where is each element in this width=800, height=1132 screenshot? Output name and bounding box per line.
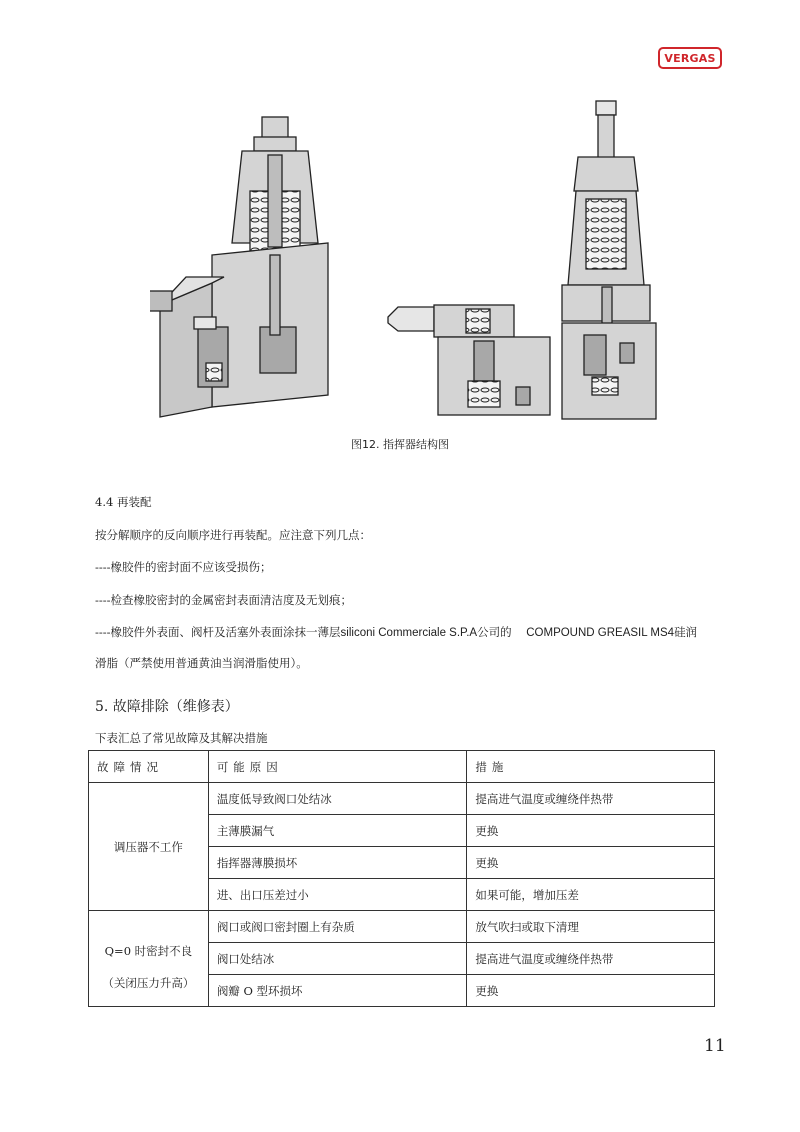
condition-regulator-not-working: 调压器不工作 [89, 783, 209, 911]
section-4-4-heading: 4.4 再装配 [95, 495, 152, 509]
action-cell: 提高进气温度或缠绕伴热带 [467, 783, 715, 815]
cause-cell: 温度低导致阀口处结冰 [208, 783, 467, 815]
condition-line-1: Q=0 时密封不良 [104, 943, 193, 958]
action-cell: 更换 [467, 975, 715, 1007]
cause-cell: 阀口或阀口密封圈上有杂质 [208, 911, 467, 943]
condition-line-2: （关闭压力升高） [102, 975, 195, 990]
action-cell: 更换 [467, 847, 715, 879]
column-header-condition: 故障情况 [89, 751, 209, 783]
page-number: 11 [704, 1036, 726, 1056]
pilot-vertical-section [562, 101, 656, 419]
troubleshooting-table [88, 750, 715, 1007]
reassembly-point-3-continued: 滑脂（严禁使用普通黄油当润滑脂使用）。 [95, 656, 308, 670]
action-cell: 更换 [467, 815, 715, 847]
vergas-logo [658, 47, 722, 69]
point-3-product: COMPOUND GREASIL MS4 [526, 627, 675, 639]
action-cell: 放气吹扫或取下清理 [467, 911, 715, 943]
cause-cell: 阀口处结冰 [208, 943, 467, 975]
point-3-text-b: 公司的 [477, 625, 512, 639]
section-5-heading: 5. 故障排除（维修表） [95, 699, 239, 715]
pilot-structure-figure [150, 95, 670, 425]
table-header-row [89, 751, 715, 783]
reassembly-intro: 按分解顺序的反向顺序进行再装配。应注意下列几点： [95, 528, 371, 542]
cause-cell: 主薄膜漏气 [208, 815, 467, 847]
logo-text: VERGAS [664, 51, 716, 65]
column-header-cause: 可能原因 [208, 751, 467, 783]
point-3-text-a: ----橡胶件外表面、阀杆及活塞外表面涂抹一薄层 [95, 625, 341, 639]
column-header-action: 措施 [467, 751, 715, 783]
point-3-text-c: 硅润 [674, 625, 698, 639]
cause-cell: 进、出口压差过小 [208, 879, 467, 911]
point-3-brand: siliconi Commerciale S.P.A [340, 627, 478, 639]
condition-poor-seal-q0 [89, 911, 209, 1007]
pilot-cross-section [388, 305, 550, 415]
reassembly-point-3 [95, 624, 697, 640]
action-cell: 提高进气温度或缠绕伴热带 [467, 943, 715, 975]
reassembly-point-1: ----橡胶件的密封面不应该受损伤； [95, 560, 272, 574]
cause-cell: 指挥器薄膜损坏 [208, 847, 467, 879]
figure-caption: 图12. 指挥器结构图 [351, 438, 449, 451]
pilot-3d-cutaway [150, 117, 328, 417]
cause-cell: 阀瓣 O 型环损坏 [208, 975, 467, 1007]
troubleshooting-intro: 下表汇总了常见故障及其解决措施 [95, 731, 268, 745]
reassembly-point-2: ----检查橡胶密封的金属密封表面清洁度及无划痕； [95, 593, 353, 607]
table-row [89, 911, 715, 943]
table-row [89, 783, 715, 815]
action-cell: 如果可能，增加压差 [467, 879, 715, 911]
